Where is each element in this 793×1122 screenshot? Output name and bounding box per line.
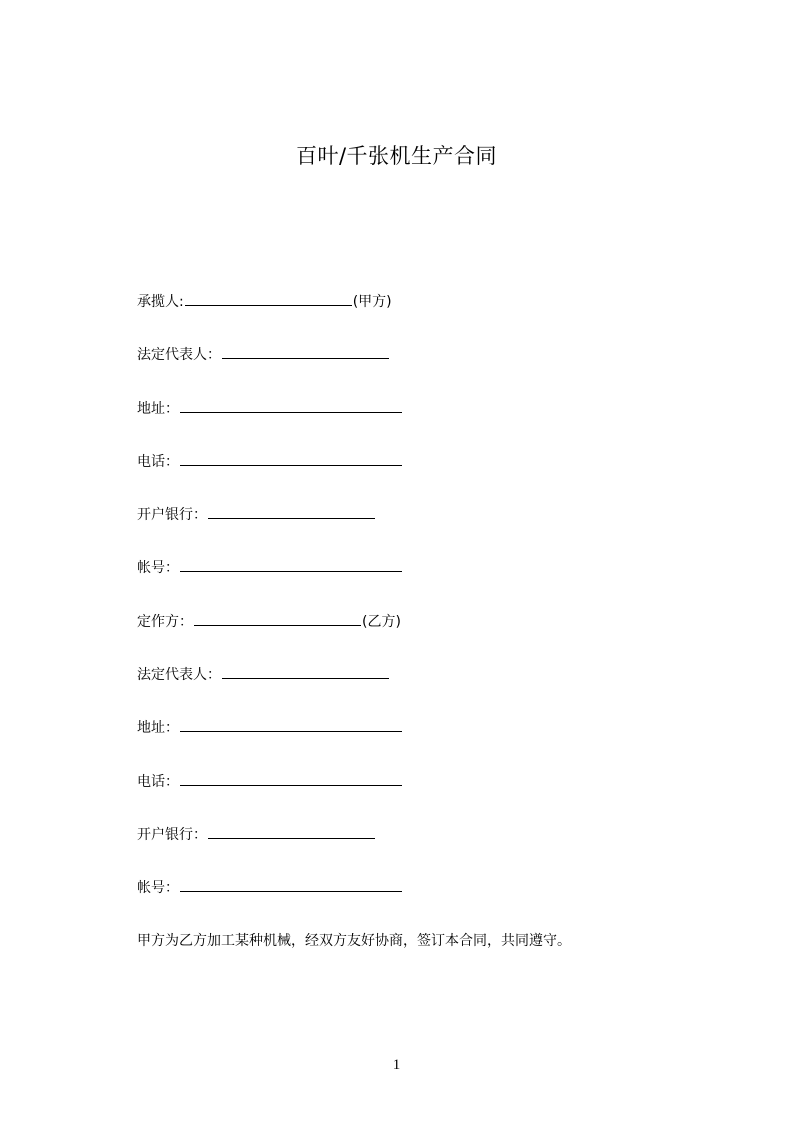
phone-label: 电话： [137,453,179,470]
contractor-label: 承揽人: [137,294,184,310]
phone-label: 电话： [137,773,179,790]
account-blank [180,874,402,892]
party-b-phone-row [137,768,697,821]
orderer-label: 定作方： [137,613,193,630]
intro-paragraph: 甲方为乙方加工某种机械，经双方友好协商，签订本合同，共同遵守。 [137,933,571,949]
address-blank [180,395,402,413]
document-title: 百叶/千张机生产合同 [295,144,498,168]
contractor-blank [185,288,352,306]
party-a-legal-rep-row [137,341,697,394]
bank-blank [208,501,375,519]
party-a-account-row [137,554,697,607]
phone-blank [180,768,402,786]
party-b-bank-row [137,821,697,874]
party-a-address-row [137,395,697,448]
bank-blank [208,821,375,839]
page-number: 1 [392,1057,401,1073]
legal-rep-blank [222,661,389,679]
account-blank [180,554,402,572]
address-blank [180,714,402,732]
party-b-legal-rep-row [137,661,697,714]
party-b-address-row [137,714,697,767]
address-label: 地址： [137,400,179,417]
party-b-suffix: (乙方) [362,613,401,630]
account-label: 帐号： [137,880,179,897]
bank-label: 开户银行： [137,826,207,843]
address-label: 地址： [137,720,179,737]
party-b-orderer-row [137,608,697,661]
party-info-section [137,288,697,928]
party-b-account-row [137,874,697,927]
party-a-phone-row [137,448,697,501]
orderer-blank [194,608,361,626]
legal-rep-label: 法定代表人： [137,667,221,684]
party-a-suffix: (甲方) [352,294,392,310]
legal-rep-blank [222,341,389,359]
bank-label: 开户银行： [137,507,207,524]
party-a-contractor-row [137,288,697,341]
phone-blank [180,448,402,466]
legal-rep-label: 法定代表人： [137,347,221,364]
party-a-bank-row [137,501,697,554]
account-label: 帐号： [137,560,179,577]
